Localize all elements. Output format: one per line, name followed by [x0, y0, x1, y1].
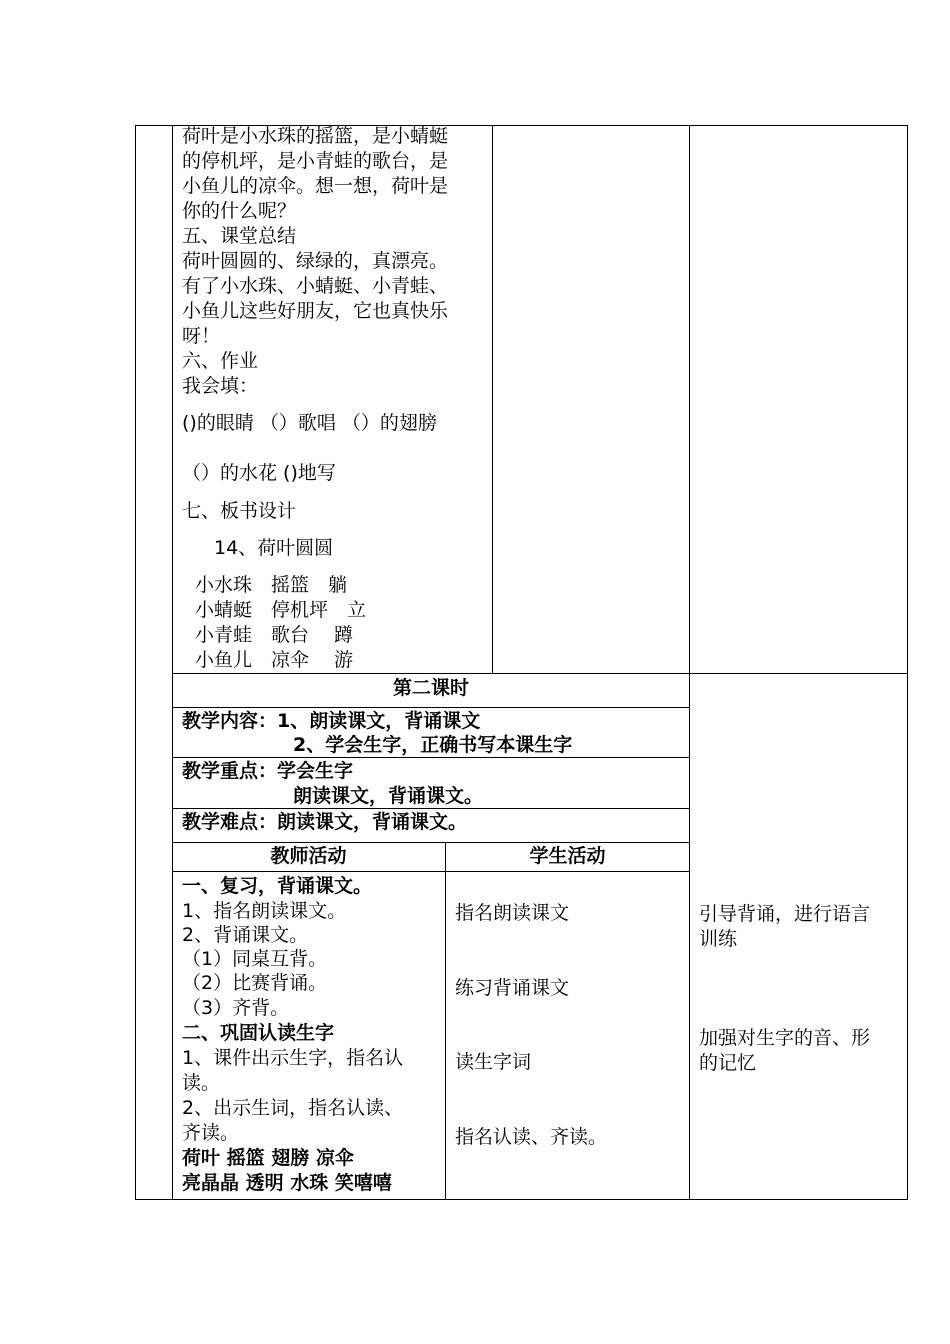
board-row: 小蜻蜓 停机坪 立 — [195, 599, 367, 621]
board-row: 小青蛙 歌台 蹲 — [195, 624, 354, 646]
section-title: 六、作业 — [182, 350, 259, 372]
design-intent: 加强对生字的音、形 — [699, 1027, 871, 1049]
consolidate-line: 齐读。 — [182, 1122, 240, 1144]
paragraph-line: 你的什么呢？ — [182, 200, 297, 222]
table-border-left — [135, 125, 136, 1200]
table-border-bottom — [135, 1199, 908, 1200]
table-border-right — [907, 125, 908, 1200]
student-activity-header: 学生活动 — [529, 845, 606, 867]
review-item: 2、背诵课文。 — [182, 924, 309, 946]
focus-label: 教学重点： — [182, 760, 278, 782]
board-row: 小鱼儿 凉伞 游 — [195, 649, 354, 671]
review-item: 1、指名朗读课文。 — [182, 900, 347, 922]
lesson-heading: 第二课时 — [392, 677, 469, 699]
fill-line: （）的水花 ()地写 — [182, 462, 336, 484]
fill-label: 我会填： — [182, 375, 259, 397]
content-label: 教学内容： — [182, 710, 278, 732]
word-list: 荷叶 摇篮 翅膀 凉伞 — [182, 1147, 354, 1169]
consolidate-title: 二、巩固认读生字 — [182, 1022, 335, 1044]
consolidate-line: 1、课件出示生字，指名认 — [182, 1047, 404, 1069]
summary-line: 呀！ — [182, 325, 221, 347]
focus-line: 学会生字 — [277, 760, 354, 782]
paragraph-line: 小鱼儿的凉伞。想一想，荷叶是 — [182, 175, 449, 197]
content-line: 2、学会生字，正确书写本课生字 — [293, 734, 573, 756]
row-divider-headers — [172, 842, 690, 843]
column-divider-right — [689, 125, 690, 1200]
summary-line: 荷叶圆圆的、绿绿的，真漂亮。 — [182, 250, 449, 272]
section-title: 五、课堂总结 — [182, 225, 297, 247]
difficulty-text: 朗读课文，背诵课文。 — [277, 811, 468, 833]
design-intent: 的记忆 — [699, 1052, 757, 1074]
teacher-activity-header: 教师活动 — [270, 845, 347, 867]
row-divider-content — [172, 707, 690, 708]
paragraph-line: 荷叶是小水珠的摇篮，是小蜻蜓 — [182, 125, 449, 147]
board-row: 小水珠 摇篮 躺 — [195, 574, 348, 596]
row-divider-activities — [172, 871, 690, 872]
board-title: 14、荷叶圆圆 — [214, 537, 334, 559]
column-divider-first — [172, 125, 173, 1200]
summary-line: 小鱼儿这些好朋友，它也真快乐 — [182, 300, 449, 322]
section-title: 七、板书设计 — [182, 500, 297, 522]
column-divider-lower-middle — [445, 842, 446, 1200]
review-title: 一、复习，背诵课文。 — [182, 875, 373, 897]
summary-line: 有了小水珠、小蜻蜓、小青蛙、 — [182, 275, 449, 297]
column-divider-upper-middle — [492, 125, 493, 673]
fill-line: ()的眼睛 （）歌唱 （）的翅膀 — [182, 412, 437, 434]
design-intent: 训练 — [699, 928, 738, 950]
student-activity: 练习背诵课文 — [455, 977, 570, 999]
content-line: 1、朗读课文，背诵课文 — [277, 710, 481, 732]
consolidate-line: 2、出示生词，指名认读、 — [182, 1097, 404, 1119]
row-divider-lesson-heading — [172, 673, 908, 674]
review-item: （2）比赛背诵。 — [182, 972, 328, 994]
consolidate-line: 读。 — [182, 1072, 221, 1094]
design-intent: 引导背诵，进行语言 — [699, 903, 871, 925]
student-activity: 指名认读、齐读。 — [455, 1126, 608, 1148]
difficulty-label: 教学难点： — [182, 811, 278, 833]
word-list: 亮晶晶 透明 水珠 笑嘻嘻 — [182, 1172, 392, 1194]
student-activity: 读生字词 — [455, 1051, 532, 1073]
student-activity: 指名朗读课文 — [455, 902, 570, 924]
paragraph-line: 的停机坪，是小青蛙的歌台，是 — [182, 150, 449, 172]
focus-line: 朗读课文，背诵课文。 — [293, 785, 484, 807]
review-item: （1）同桌互背。 — [182, 948, 328, 970]
review-item: （3）齐背。 — [182, 997, 290, 1019]
